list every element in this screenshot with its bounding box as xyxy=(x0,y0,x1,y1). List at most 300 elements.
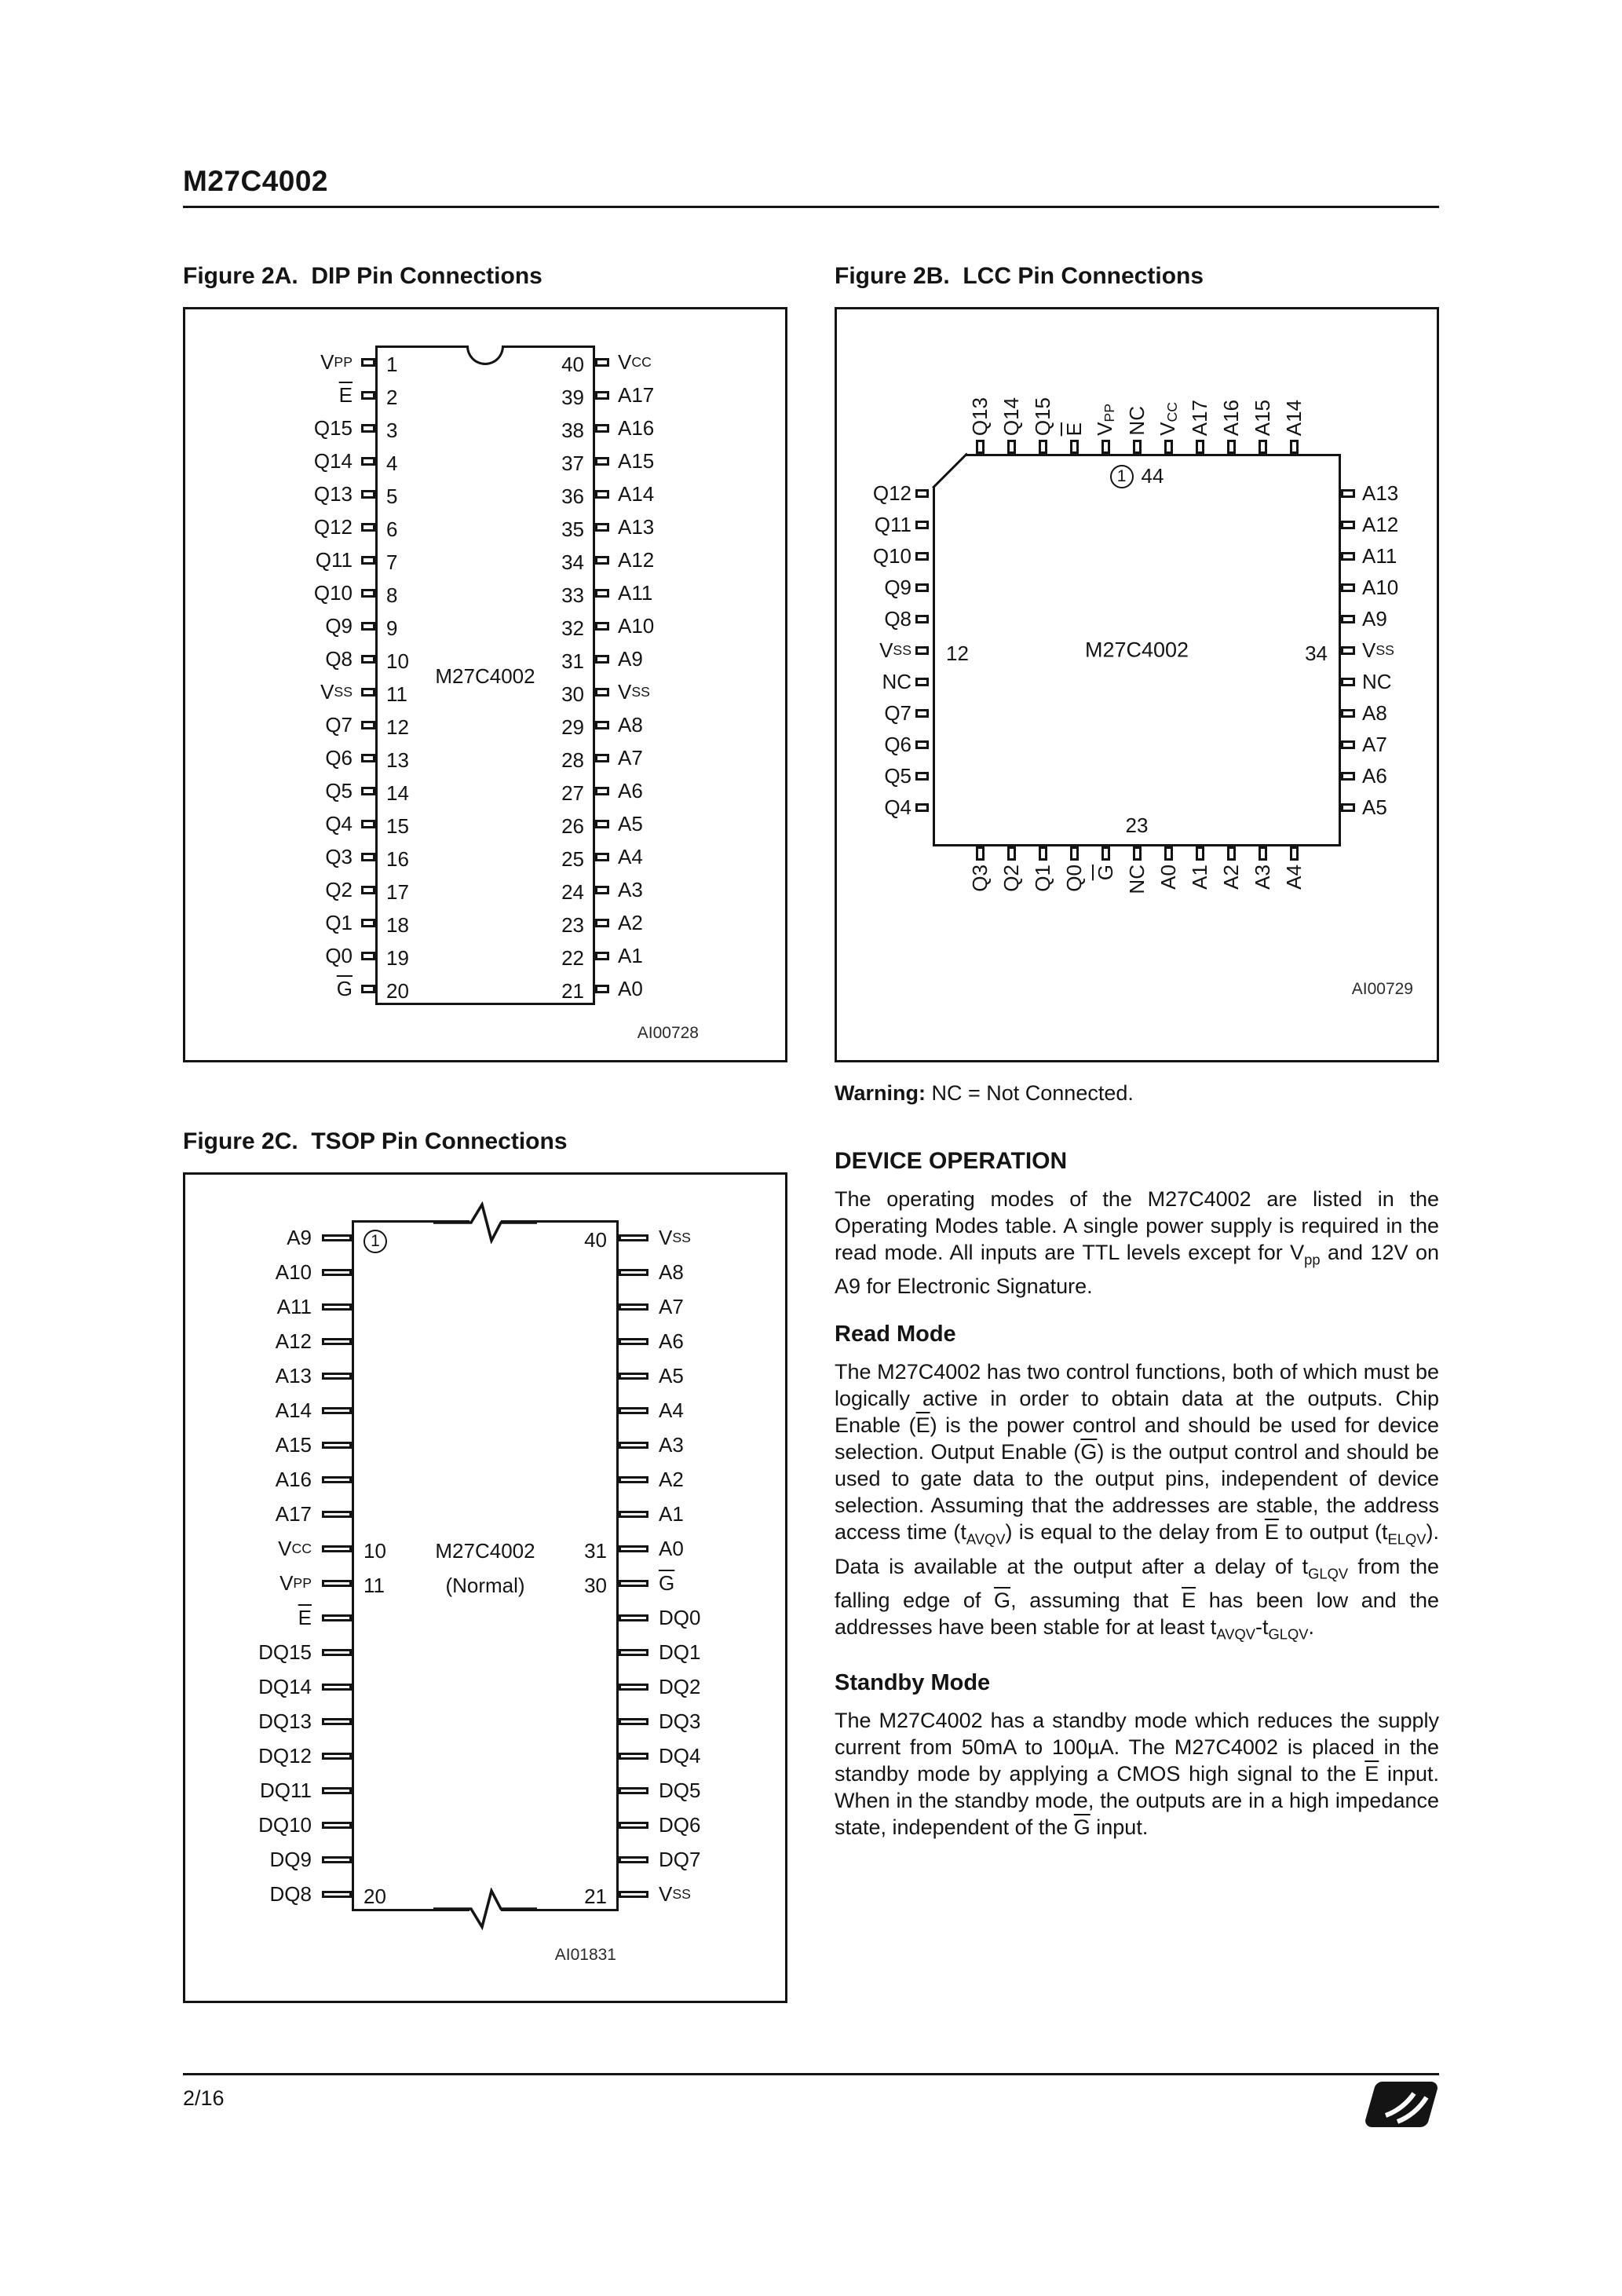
tsop-pin xyxy=(317,1635,352,1669)
dip-pin-label: V PP xyxy=(320,349,353,374)
lcc-pin xyxy=(1341,509,1358,540)
lcc-top-pins xyxy=(964,336,1429,454)
dip-pin xyxy=(595,939,612,972)
dip-pin-label: A5 xyxy=(618,811,643,835)
tsop-pin-label: V SS xyxy=(659,1225,691,1249)
warning-label: Warning: xyxy=(835,1081,926,1105)
tsop-pin xyxy=(317,1462,352,1497)
dip-pin-number-row xyxy=(378,843,593,876)
lcc-pin xyxy=(915,603,933,634)
dip-pin xyxy=(358,609,375,642)
tsop-pin-label: DQ6 xyxy=(659,1812,701,1837)
dip-pin-label: A16 xyxy=(618,415,655,440)
lcc-pin xyxy=(1090,846,1121,964)
lcc-pin xyxy=(1215,846,1247,964)
dip-pin-label: A17 xyxy=(618,382,655,407)
lcc-pin34-number: 34 xyxy=(1305,642,1328,665)
dip-pin-label: Q1 xyxy=(325,910,353,934)
lcc-pin-label: A10 xyxy=(1362,575,1399,599)
lcc-pin-label: A5 xyxy=(1362,795,1387,819)
dip-pin-label: Q8 xyxy=(325,646,353,671)
tsop-pin-label: DQ8 xyxy=(269,1881,312,1906)
lcc-pin-label: E xyxy=(1062,422,1086,436)
dip-pin xyxy=(358,708,375,741)
dip-pin-label: A1 xyxy=(618,943,643,967)
tsop-right-labels xyxy=(653,1220,771,1911)
dip-pin-label: Q2 xyxy=(325,877,353,901)
tsop-pin xyxy=(317,1566,352,1600)
dip-pin-number: 37 xyxy=(561,451,584,475)
warning-text: NC = Not Connected. xyxy=(925,1081,1134,1105)
tsop-pin xyxy=(317,1358,352,1393)
tsop-pin-label: DQ7 xyxy=(659,1847,701,1871)
lcc-pin xyxy=(1090,336,1121,454)
dip-pin-number-row xyxy=(378,810,593,843)
dip-pin xyxy=(358,543,375,576)
tsop-pin xyxy=(619,1497,653,1531)
dip-pin-label: V CC xyxy=(618,349,652,374)
dip-pin-label: A10 xyxy=(618,613,655,638)
page-number: 2/16 xyxy=(183,2086,225,2110)
tsop-pin-label: DQ0 xyxy=(659,1605,701,1629)
dip-pin-label: Q7 xyxy=(325,712,353,737)
tsop-pin xyxy=(317,1704,352,1738)
tsop-pin xyxy=(619,1773,653,1808)
lcc-pin-label: Q0 xyxy=(1062,865,1086,892)
lcc-pin-label: Q12 xyxy=(872,481,911,505)
lcc-package xyxy=(845,336,1429,964)
lcc-pin xyxy=(915,760,933,792)
tsop-pin-number: 20 xyxy=(363,1884,386,1908)
lcc-pin-label: A12 xyxy=(1362,512,1399,536)
dip-left-stubs xyxy=(358,345,375,1005)
lcc-pin-label: Q14 xyxy=(999,397,1023,436)
lcc-pin xyxy=(1341,603,1358,634)
dip-pin-number: 18 xyxy=(386,912,409,937)
lcc-pin xyxy=(1153,846,1184,964)
tsop-body-row xyxy=(354,1706,616,1741)
dip-package xyxy=(185,309,785,1005)
dip-pin-number-row xyxy=(378,447,593,480)
dip-pin xyxy=(358,411,375,444)
dip-pin-label: Q13 xyxy=(313,481,353,506)
dip-pin xyxy=(595,477,612,510)
lcc-pin xyxy=(1278,336,1310,454)
dip-pin-number: 1 xyxy=(386,352,398,376)
tsop-body-row xyxy=(354,1775,616,1810)
device-operation-section xyxy=(835,1148,1439,1841)
tsop-body-row xyxy=(354,1672,616,1706)
tsop-body-row xyxy=(354,1637,616,1672)
dip-pin-label: V SS xyxy=(320,679,353,704)
read-mode-paragraph: The M27C4002 has two control functions, both of which must be logically active in order to obtain data at the outputs. Chip Enable $(\overline{E})$ is the power control and should be used for device selection. Output Enable $(\overline{G})$ is the output control and should be used to gate data to the output pins, independent of device selection. Assuming that the addresses are stable, the address access time $(t_{AVQV})$ is equal to the delay from $\overline{E}$ to output $(t_{ELQV})$. Data is available at the output after a delay of $t_{GLQV}$ from the falling edge of $\overline{G}$, assuming that $\overline{E}$ has been low and the addresses have been stable for at least $t_{AVQV}-t_{GLQV}$. xyxy=(835,1360,1439,1643)
left-column xyxy=(183,263,787,2003)
dip-pin-number: 3 xyxy=(386,418,398,442)
lcc-pin-label: Q7 xyxy=(884,700,911,725)
dip-pin-number: 6 xyxy=(386,517,398,541)
dip-pin-label: Q5 xyxy=(325,778,353,803)
dip-body xyxy=(375,345,595,1005)
break-mark-icon xyxy=(433,1201,537,1244)
dip-pin-number: 21 xyxy=(561,978,584,1003)
tsop-pin xyxy=(619,1738,653,1773)
dip-pin-number: 14 xyxy=(386,781,409,805)
dip-pin-label: A9 xyxy=(618,646,643,671)
dip-pin-number-row xyxy=(378,579,593,612)
lcc-right-stubs xyxy=(1341,477,1358,846)
dip-pin-number: 9 xyxy=(386,616,398,640)
tsop-body-row xyxy=(354,1844,616,1879)
nc-warning xyxy=(835,1081,1439,1106)
dip-pin-number: 17 xyxy=(386,879,409,904)
dip-pin-number: 31 xyxy=(561,649,584,673)
dip-pin-number: 11 xyxy=(386,682,407,706)
tsop-pin-label: A2 xyxy=(659,1467,684,1491)
dip-pin-number: 15 xyxy=(386,813,409,838)
lcc-pin xyxy=(1341,666,1358,697)
figure-2b-title: Figure 2B. LCC Pin Connections xyxy=(835,263,1204,289)
tsop-pin-label: A16 xyxy=(275,1467,312,1491)
dip-right-labels xyxy=(612,345,742,1005)
dip-pin-label: $\overline{G}$ xyxy=(336,976,353,1000)
dip-pin-number: 16 xyxy=(386,846,409,871)
tsop-pin xyxy=(619,1289,653,1324)
dip-pin-label: A15 xyxy=(618,448,655,473)
tsop-pin-label: A9 xyxy=(287,1225,312,1249)
dip-pin-number: 12 xyxy=(386,715,409,739)
dip-pin-label: A11 xyxy=(618,580,653,605)
lcc-pin-label: Q6 xyxy=(884,732,911,756)
lcc-pin xyxy=(1341,477,1358,509)
lcc-pin-label: Q8 xyxy=(884,606,911,631)
dip-pin-number: 19 xyxy=(386,945,409,970)
tsop-pin xyxy=(619,1393,653,1428)
dip-pin-number: 26 xyxy=(561,813,584,838)
dip-pin-label: Q6 xyxy=(325,745,353,770)
tsop-pin-label: A12 xyxy=(275,1329,312,1353)
dip-pin-label: $\overline{E}$ xyxy=(338,382,353,407)
lcc-pin-label: A17 xyxy=(1188,399,1211,436)
dip-pin-number: 40 xyxy=(561,352,584,376)
lcc-pin-label: A1 xyxy=(1188,865,1211,890)
dip-pin xyxy=(595,378,612,411)
break-mark-icon xyxy=(433,1888,537,1930)
footer-rule xyxy=(183,2073,1439,2075)
lcc-pin xyxy=(1121,336,1153,454)
tsop-body-row xyxy=(354,1568,616,1603)
tsop-body-rows xyxy=(354,1223,616,1914)
tsop-pin-label: DQ14 xyxy=(258,1674,312,1698)
dip-pin xyxy=(358,345,375,378)
dip-pin xyxy=(358,939,375,972)
figure-2c-box xyxy=(183,1172,787,2003)
tsop-body xyxy=(352,1220,619,1911)
lcc-left-labels xyxy=(845,477,915,846)
dip-right-stubs xyxy=(595,345,612,1005)
lcc-pin-label: Q1 xyxy=(1031,865,1054,892)
dip-pin-number: 8 xyxy=(386,583,398,607)
lcc-pin xyxy=(1341,792,1358,823)
lcc-pin-label: Q15 xyxy=(1031,397,1054,436)
dip-pin-number: 39 xyxy=(561,385,584,409)
tsop-body-row xyxy=(354,1361,616,1395)
dip-pin-label: A6 xyxy=(618,778,643,803)
dip-pin-number: 30 xyxy=(561,682,584,706)
tsop-left-stubs xyxy=(317,1220,352,1911)
dip-left-labels xyxy=(228,345,358,1005)
lcc-pin-label: A9 xyxy=(1362,606,1387,631)
pin44-number: 44 xyxy=(1141,464,1164,488)
figure-2b-code: AI00729 xyxy=(1351,980,1413,998)
tsop-pin-label: A6 xyxy=(659,1329,684,1353)
dip-pin xyxy=(595,774,612,807)
dip-pin xyxy=(358,675,375,708)
lcc-pin-label: A14 xyxy=(1282,399,1306,436)
dip-pin-label: Q4 xyxy=(325,811,353,835)
tsop-pin-number: 10 xyxy=(363,1538,386,1563)
lcc-pin xyxy=(964,336,995,454)
pin1-circle-icon: 1 xyxy=(1110,465,1134,488)
tsop-body-row xyxy=(354,1292,616,1326)
tsop-pin-label: A10 xyxy=(275,1260,312,1284)
dip-pin-number: 25 xyxy=(561,846,584,871)
tsop-pin xyxy=(317,1531,352,1566)
tsop-pin-label: A15 xyxy=(275,1432,312,1457)
dip-pin xyxy=(595,675,612,708)
dip-pin-number-row xyxy=(378,941,593,974)
tsop-pin xyxy=(619,1255,653,1289)
dip-pin-number-row xyxy=(378,777,593,810)
tsop-pin-label: A4 xyxy=(659,1398,684,1422)
dip-pin-number: 33 xyxy=(561,583,584,607)
tsop-pin xyxy=(317,1669,352,1704)
dip-pin-label: A3 xyxy=(618,877,643,901)
lcc-pin-label: A13 xyxy=(1362,481,1399,505)
dip-pin-number-row xyxy=(378,744,593,777)
tsop-pin-label: A1 xyxy=(659,1501,684,1526)
tsop-pin-label: V SS xyxy=(659,1881,691,1906)
lcc-left-stubs xyxy=(915,477,933,846)
tsop-left-labels xyxy=(199,1220,317,1911)
tsop-pin-number: 11 xyxy=(363,1573,385,1597)
tsop-pin-label: $\overline{G}$ xyxy=(659,1570,675,1595)
lcc-pin xyxy=(1341,697,1358,729)
dip-pin-label: Q10 xyxy=(313,580,353,605)
standby-mode-paragraph: The M27C4002 has a standby mode which reduces the supply current from 50mA to 100µA. The M27C4002 is placed in the standby mode by applying a CMOS high signal to the $\overline{E}$ input. When in the standby mode, the outputs are in a high impedance state, independent of the $\overline{G}$ input. xyxy=(835,1708,1439,1839)
figure-2c-code: AI01831 xyxy=(554,1946,616,1964)
tsop-pin-label: DQ9 xyxy=(269,1847,312,1871)
tsop-pin-label: DQ15 xyxy=(258,1640,312,1664)
tsop-pin-label: A14 xyxy=(275,1398,312,1422)
lcc-pin xyxy=(1184,846,1215,964)
dip-pin-number-row xyxy=(378,480,593,513)
dip-pin xyxy=(595,642,612,675)
tsop-body-row xyxy=(354,1464,616,1499)
dip-pin-number: 29 xyxy=(561,715,584,739)
tsop-pin-label: A5 xyxy=(659,1363,684,1387)
tsop-pin xyxy=(619,1358,653,1393)
tsop-pin-label: V CC xyxy=(278,1536,312,1560)
tsop-pin xyxy=(317,1220,352,1255)
dip-pin xyxy=(358,510,375,543)
tsop-body-row xyxy=(354,1810,616,1844)
standby-mode-heading: Standby Mode xyxy=(835,1669,991,1695)
dip-pin-number-row xyxy=(378,414,593,447)
dip-pin xyxy=(595,972,612,1005)
dip-pin-number: 24 xyxy=(561,879,584,904)
lcc-pin xyxy=(1027,846,1058,964)
lcc-pin xyxy=(1058,336,1090,454)
lcc-pin-label: NC xyxy=(1362,669,1392,693)
lcc-pin xyxy=(1215,336,1247,454)
dip-pin-number: 20 xyxy=(386,978,409,1003)
tsop-pin-label: A7 xyxy=(659,1294,684,1318)
dip-pin-label: Q15 xyxy=(313,415,353,440)
lcc-pin xyxy=(1121,846,1153,964)
dip-pin-number: 38 xyxy=(561,418,584,442)
dip-pin-number: 32 xyxy=(561,616,584,640)
lcc-pin xyxy=(1247,846,1278,964)
tsop-body-row xyxy=(354,1741,616,1775)
dip-pin-number-row xyxy=(378,381,593,414)
tsop-right-stubs xyxy=(619,1220,653,1911)
tsop-pin xyxy=(317,1324,352,1358)
dip-pin xyxy=(595,609,612,642)
lcc-pin12-number: 12 xyxy=(946,642,969,665)
lcc-pin xyxy=(1247,336,1278,454)
tsop-pin xyxy=(619,1428,653,1462)
tsop-pin-label: DQ12 xyxy=(258,1743,312,1768)
document-header xyxy=(183,165,1439,208)
figure-2b-box xyxy=(835,307,1439,1062)
dip-pin-number: 2 xyxy=(386,385,398,409)
dip-pin xyxy=(595,543,612,576)
lcc-pin xyxy=(995,336,1027,454)
figure-2c-title: Figure 2C. TSOP Pin Connections xyxy=(183,1128,568,1154)
lcc-pin-label: Q4 xyxy=(884,795,911,819)
lcc-pin-label: NC xyxy=(1125,865,1149,894)
lcc-pin xyxy=(915,572,933,603)
dip-pin xyxy=(358,576,375,609)
lcc-pin xyxy=(915,697,933,729)
tsop-pin xyxy=(619,1704,653,1738)
lcc-pin23-number: 23 xyxy=(1125,813,1149,837)
tsop-pin xyxy=(317,1877,352,1911)
dip-pin xyxy=(358,741,375,774)
lcc-pin-label: A16 xyxy=(1219,399,1243,436)
part-number-title: M27C4002 xyxy=(183,165,329,197)
dip-pin-label: A13 xyxy=(618,514,655,539)
lcc-pin-label: A11 xyxy=(1362,543,1397,568)
dip-pin-label: A2 xyxy=(618,910,643,934)
dip-pin xyxy=(595,741,612,774)
lcc-pin xyxy=(915,634,933,666)
lcc-pin-label: Q10 xyxy=(872,543,911,568)
tsop-pin xyxy=(317,1808,352,1842)
dip-pin-label: A12 xyxy=(618,547,655,572)
lcc-bottom-pins xyxy=(964,846,1429,964)
lcc-pin-label: Q13 xyxy=(968,397,992,436)
dip-pin-label: A7 xyxy=(618,745,643,770)
dip-pin xyxy=(595,510,612,543)
tsop-chip-label: (Normal) xyxy=(445,1573,525,1597)
tsop-pin xyxy=(317,1289,352,1324)
lcc-pin xyxy=(964,846,995,964)
dip-pin xyxy=(358,444,375,477)
tsop-pin-number xyxy=(363,1227,412,1253)
tsop-pin-label: A13 xyxy=(275,1363,312,1387)
dip-pin-number: 28 xyxy=(561,748,584,772)
tsop-pin-label: DQ11 xyxy=(260,1778,312,1802)
tsop-pin xyxy=(317,1842,352,1877)
lcc-pin xyxy=(915,666,933,697)
tsop-pin-label: DQ5 xyxy=(659,1778,701,1802)
tsop-body-row xyxy=(354,1257,616,1292)
lcc-pin-label: A7 xyxy=(1362,732,1387,756)
tsop-pin-number: 40 xyxy=(584,1227,607,1252)
dip-pin xyxy=(595,444,612,477)
dip-pin xyxy=(595,807,612,840)
dip-pin xyxy=(595,840,612,873)
lcc-pin-label: A0 xyxy=(1156,865,1180,890)
lcc-pin xyxy=(915,729,933,760)
tsop-pin xyxy=(619,1877,653,1911)
dip-pin-label: Q14 xyxy=(313,448,353,473)
dip-pin-number: 10 xyxy=(386,649,409,673)
tsop-pin xyxy=(619,1566,653,1600)
lcc-pin xyxy=(915,509,933,540)
lcc-pin xyxy=(995,846,1027,964)
tsop-pin-number: 31 xyxy=(584,1538,607,1563)
tsop-pin xyxy=(619,1462,653,1497)
dip-pin xyxy=(595,345,612,378)
lcc-pin-label: A4 xyxy=(1282,865,1306,890)
dip-pin xyxy=(595,906,612,939)
figure-2a-code: AI00728 xyxy=(637,1024,699,1042)
dip-pin-label: Q3 xyxy=(325,844,353,868)
tsop-pin-label: $\overline{E}$ xyxy=(298,1605,312,1629)
lcc-pin xyxy=(1184,336,1215,454)
dip-pin-number: 4 xyxy=(386,451,398,475)
dip-pin xyxy=(595,411,612,444)
tsop-pin xyxy=(619,1635,653,1669)
tsop-pin-label: V PP xyxy=(279,1570,312,1595)
lcc-pin xyxy=(1341,729,1358,760)
lcc-pin xyxy=(1153,336,1184,454)
lcc-body xyxy=(933,454,1341,846)
tsop-body-row xyxy=(354,1326,616,1361)
pin1-circle-icon: 1 xyxy=(363,1230,387,1253)
dip-pin xyxy=(595,708,612,741)
lcc-pin-label: NC xyxy=(882,669,911,693)
lcc-pin-label: A15 xyxy=(1251,399,1274,436)
dip-pin xyxy=(595,873,612,906)
lcc-pin xyxy=(915,792,933,823)
lcc-pin xyxy=(1341,572,1358,603)
lcc-pin-label: A3 xyxy=(1251,865,1274,890)
lcc-pin-label: V SS xyxy=(1362,638,1394,662)
lcc-pin-label: V SS xyxy=(879,638,911,662)
tsop-pin xyxy=(619,1220,653,1255)
tsop-body-row xyxy=(354,1395,616,1430)
figure-2a-box xyxy=(183,307,787,1062)
tsop-body-row xyxy=(354,1603,616,1637)
tsop-pin-label: A0 xyxy=(659,1536,684,1560)
dip-pin-number-row xyxy=(378,513,593,546)
dip-pin-number-row xyxy=(378,974,593,1007)
tsop-pin xyxy=(317,1497,352,1531)
lcc-pin xyxy=(1058,846,1090,964)
